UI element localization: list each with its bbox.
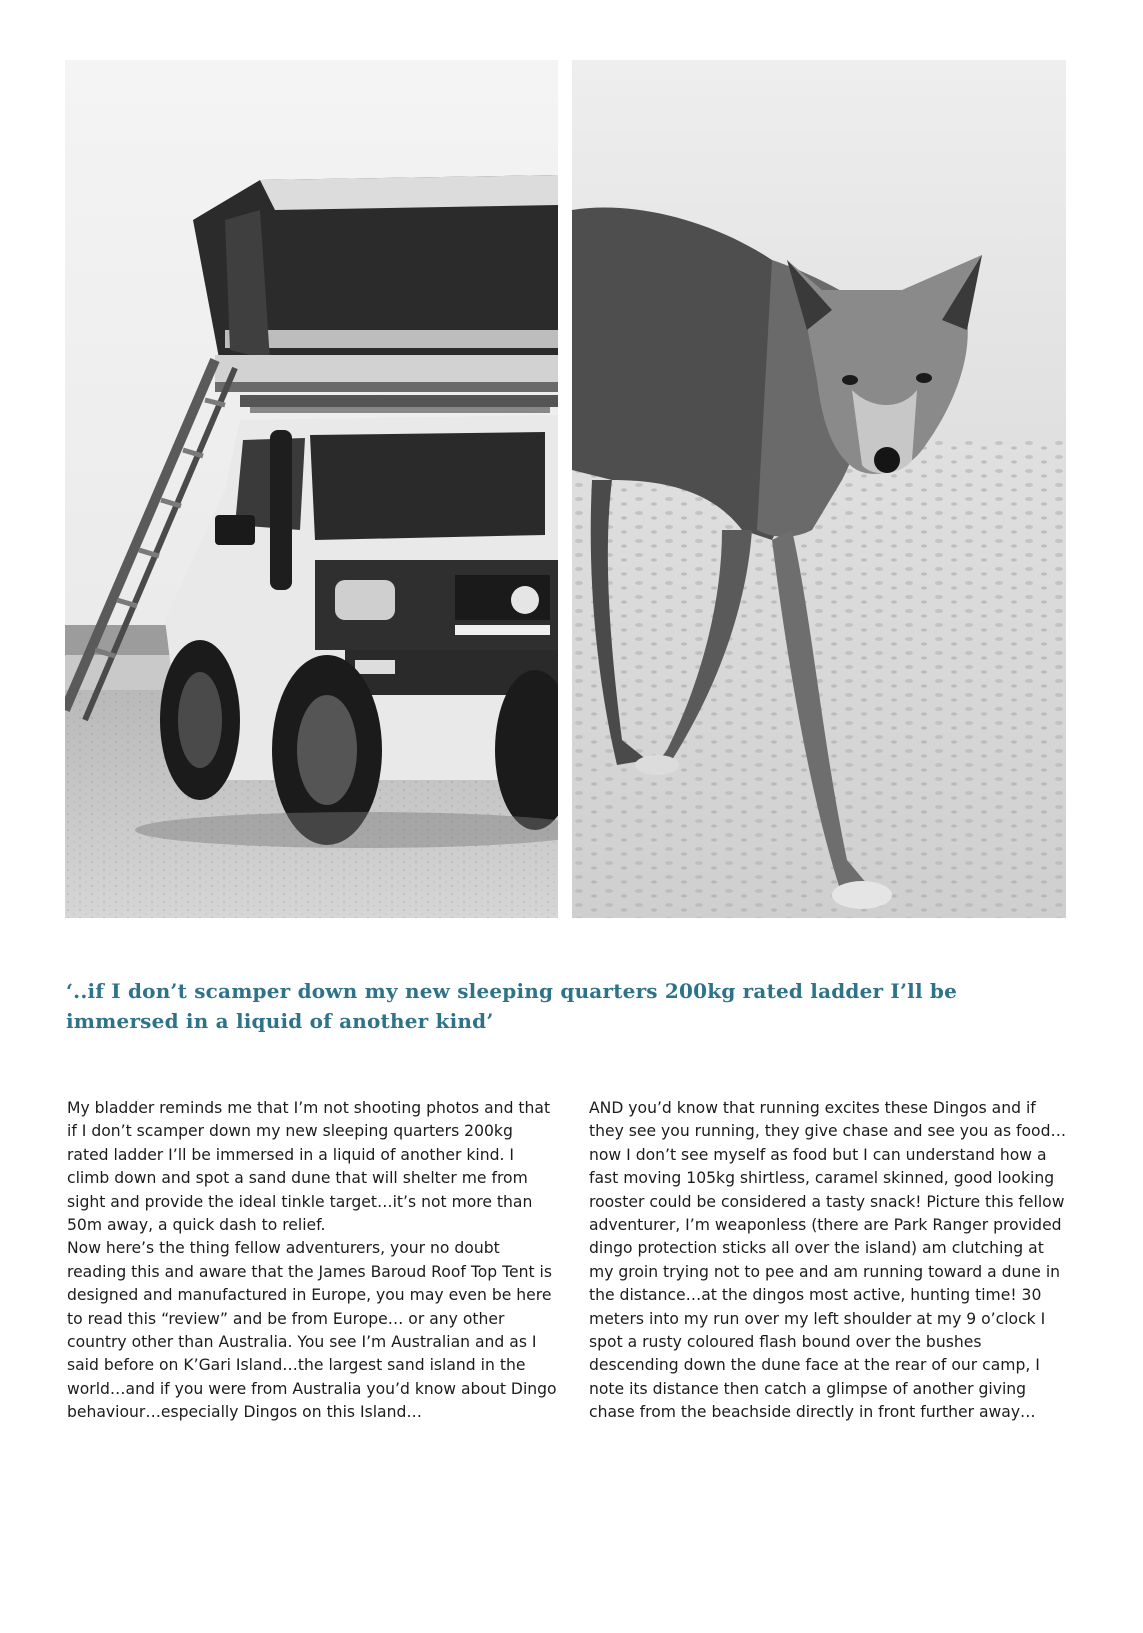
dingo-image [572, 60, 1066, 918]
body-paragraph: AND you’d know that running excites these Dingos and if they see you running, they give chase and see you as food…now I don’t see myself as food but I can understand how a fast moving 105kg shirtless, caramel skinned, good looking rooster could be considered a tasty snack! Picture this fellow adventurer, I’m weaponless (there are Park Ranger provided dingo protection sticks all over the island) am clutching at my groin trying not to pee and am running toward a dune in the distance…at the dingos most active, hunting time! 30 meters into my run over my left shoulder at my 9 o’clock I spot a rusty coloured flash bound over the bushes descending down the dune face at the rear of our camp, I note its distance then catch a glimpse of another giving chase from the beachside directly in front further away… [589, 1099, 1067, 1422]
body-column-right [589, 1097, 1069, 1425]
vehicle-rooftop-tent-image [65, 60, 558, 918]
body-paragraph: Now here’s the thing fellow adventurers, your no doubt reading this and aware that the James Baroud Roof Top Tent is designed and manufactured in Europe, you may even be here to read this “review” and be from Europe… or any other country other than Australia. You see I’m Australian and as I said before on K’Gari Island…the largest sand island in the world…and if you were from Australia you’d know about Dingo behaviour…especially Dingos on this Island… [67, 1239, 557, 1422]
vehicle-rooftop-tent-photo [65, 60, 558, 918]
pull-quote: ‘..if I don’t scamper down my new sleeping quarters 200kg rated ladder I’ll be immersed in a liquid of another kind’ [66, 979, 958, 1033]
body-column-left [67, 1097, 559, 1425]
body-paragraph: My bladder reminds me that I’m not shooting photos and that if I don’t scamper down my new sleeping quarters 200kg rated ladder I’ll be immersed in a liquid of another kind. I climb down and spot a sand dune that will shelter me from sight and provide the ideal tinkle target…it’s not more than 50m away, a quick dash to relief. [67, 1099, 551, 1235]
dingo-photo [572, 60, 1066, 918]
